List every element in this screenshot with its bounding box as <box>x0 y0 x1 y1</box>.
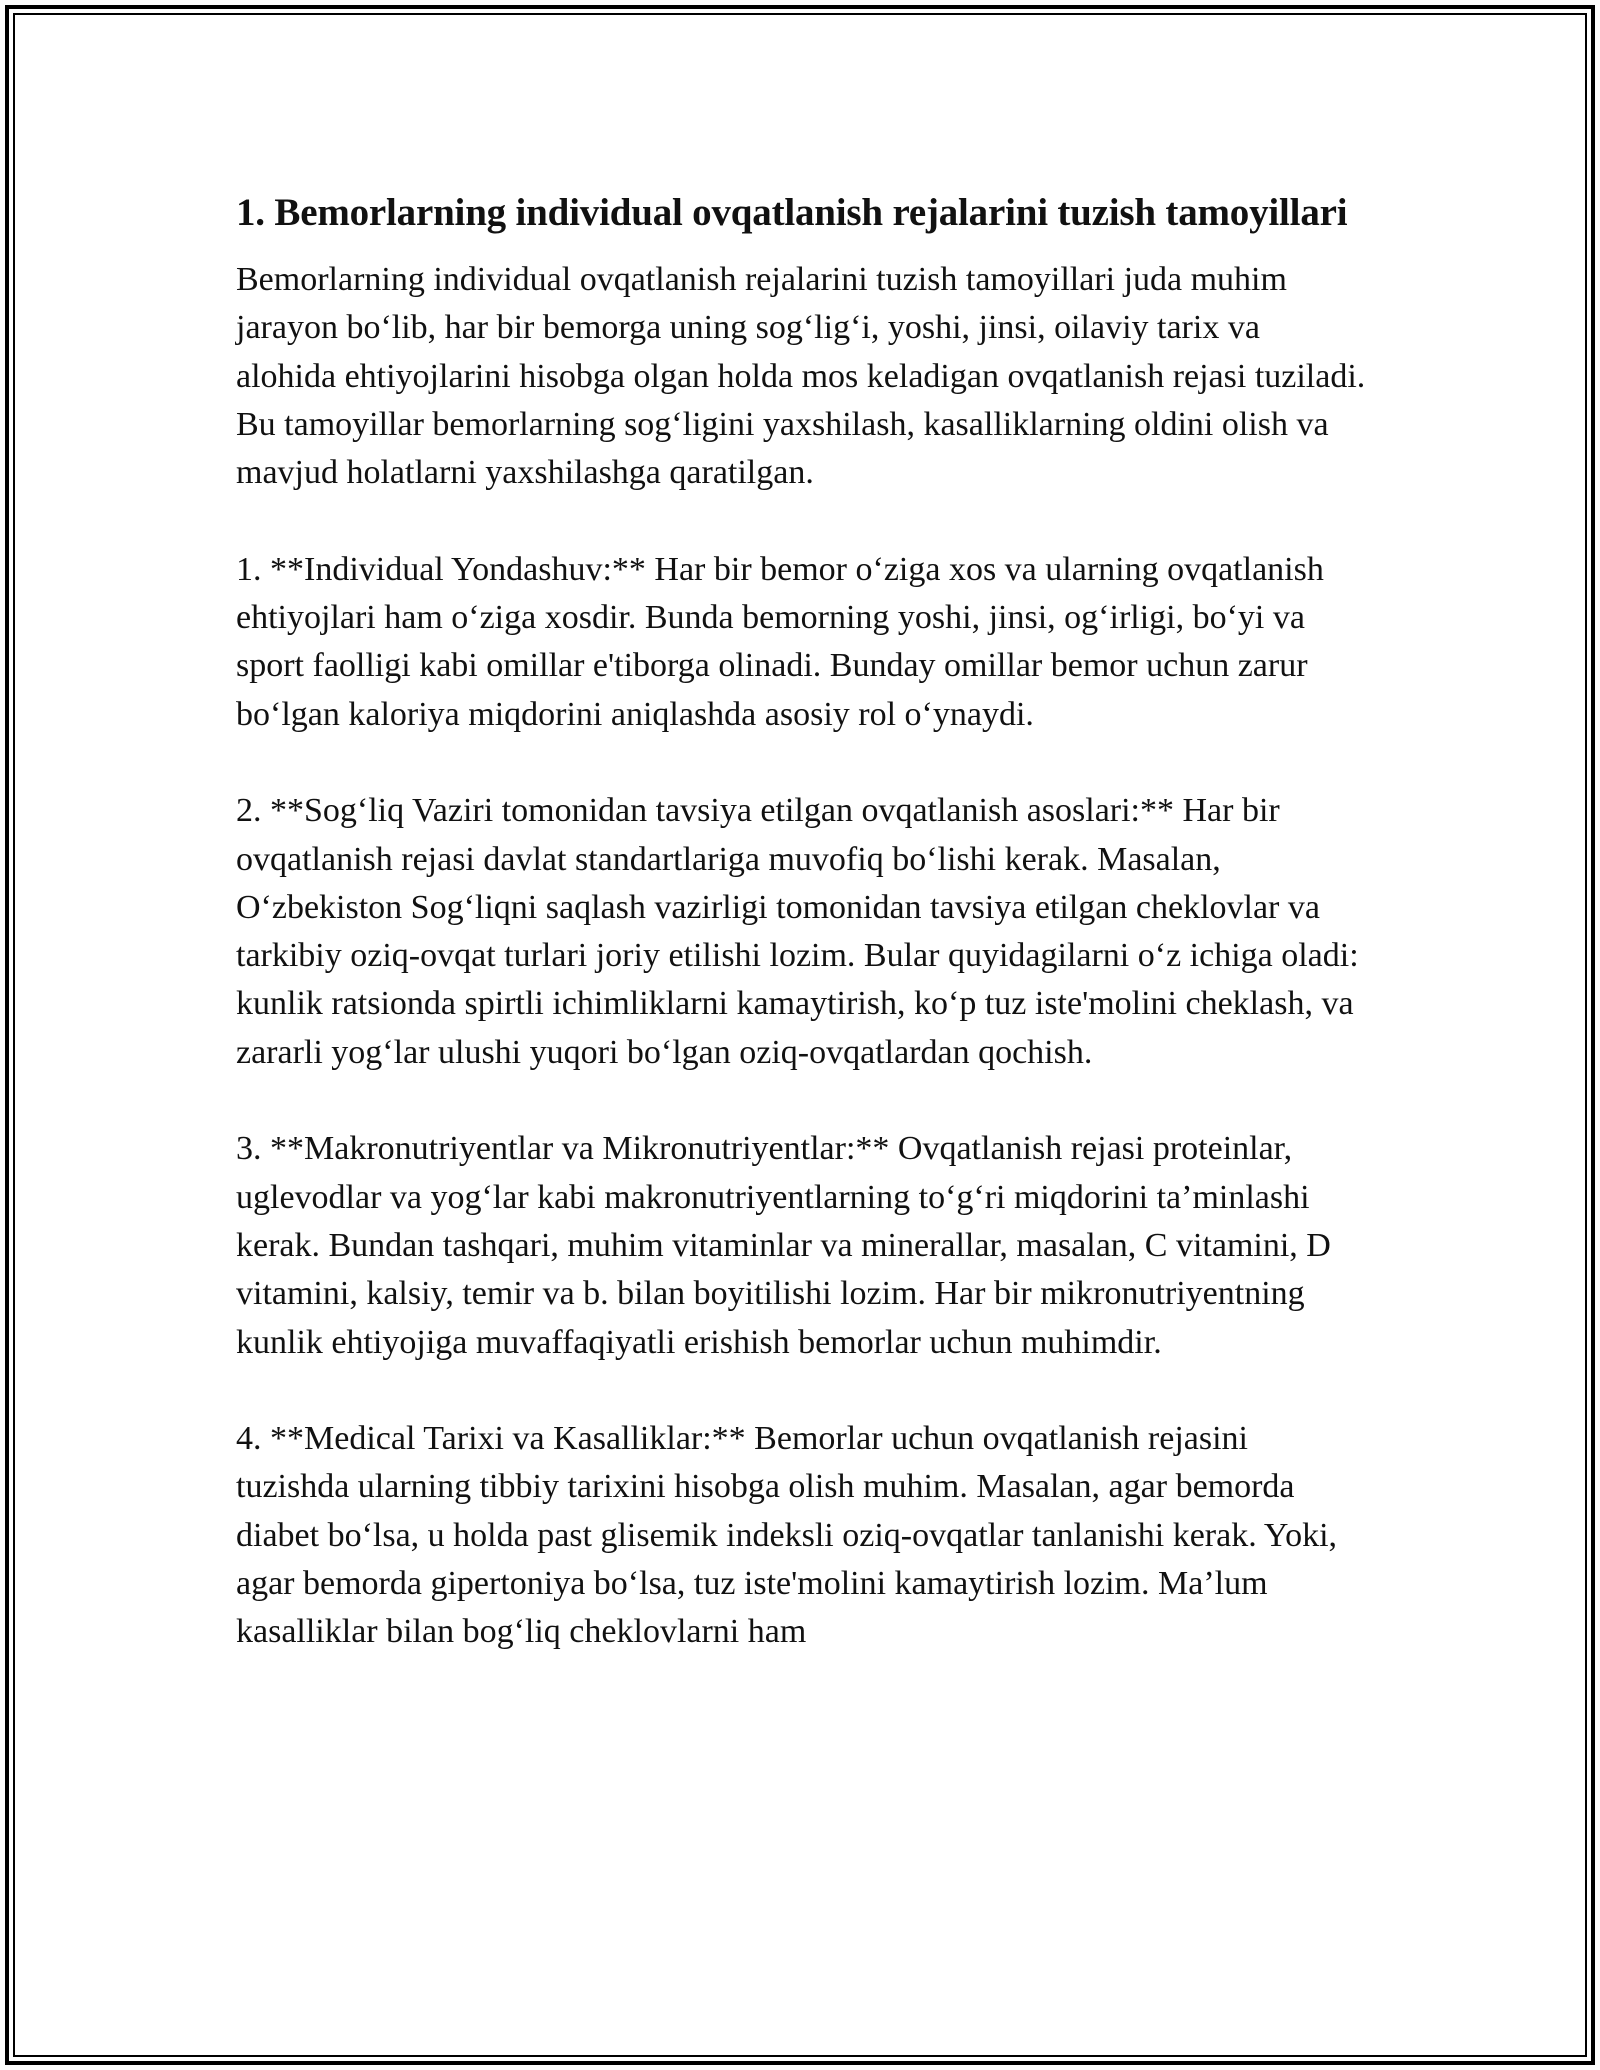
principle-paragraph-2: 2. **Sog‘liq Vaziri tomonidan tavsiya etilgan ovqatlanish asoslari:** Har bir ovqatlanish rejasi davlat standartlariga muvofiq bo‘lishi kerak. Masalan, O‘zbekiston Sog‘liqni saqlash vazirligi tomonidan tavsiya etilgan cheklovlar va tarkibiy oziq-ovqat turlari joriy etilishi lozim. Bular quyidagilarni o‘z ichiga oladi: kunlik ratsionda spirtli ichimliklarni kamaytirish, ko‘p tuz iste'molini cheklash, va zararli yog‘lar ulushi yuqori bo‘lgan oziq-ovqatlardan qochish. <box>236 792 1359 1071</box>
document-body <box>236 186 1366 1657</box>
intro-paragraph: Bemorlarning individual ovqatlanish rejalarini tuzish tamoyillari juda muhim jarayon bo‘lib, har bir bemorga uning sog‘lig‘i, yoshi, jinsi, oilaviy tarix va alohida ehtiyojlarini hisobga olgan holda mos keladigan ovqatlanish rejasi tuziladi. Bu tamoyillar bemorlarning sog‘ligini yaxshilash, kasalliklarning oldini olish va mavjud holatlarni yaxshilashga qaratilgan. <box>236 261 1366 492</box>
principle-paragraph-3: 3. **Makronutriyentlar va Mikronutriyentlar:** Ovqatlanish rejasi proteinlar, uglevodlar va yog‘lar kabi makronutriyentlarning to‘g‘ri miqdorini ta’minlashi kerak. Bundan tashqari, muhim vitaminlar va minerallar, masalan, C vitamini, D vitamini, kalsiy, temir va b. bilan boyitilishi lozim. Har bir mikronutriyentning kunlik ehtiyojiga muvaffaqiyatli erishish bemorlar uchun muhimdir. <box>236 1130 1331 1361</box>
section-heading: 1. Bemorlarning individual ovqatlanish rejalarini tuzish tamoyillari <box>236 191 1348 234</box>
principle-paragraph-4: 4. **Medical Tarixi va Kasalliklar:** Bemorlar uchun ovqatlanish rejasini tuzishda ularning tibbiy tarixini hisobga olish muhim. Masalan, agar bemorda diabet bo‘lsa, u holda past glisemik indeksli oziq-ovqatlar tanlanishi kerak. Yoki, agar bemorda gipertoniya bo‘lsa, tuz iste'molini kamaytirish lozim. Ma’lum kasalliklar bilan bog‘liq cheklovlarni ham <box>236 1420 1338 1651</box>
principle-paragraph-1: 1. **Individual Yondashuv:** Har bir bemor o‘ziga xos va ularning ovqatlanish ehtiyojlari ham o‘ziga xosdir. Bunda bemorning yoshi, jinsi, og‘irligi, bo‘yi va sport faolligi kabi omillar e'tiborga olinadi. Bunday omillar bemor uchun zarur bo‘lgan kaloriya miqdorini aniqlashda asosiy rol o‘ynaydi. <box>236 550 1324 733</box>
